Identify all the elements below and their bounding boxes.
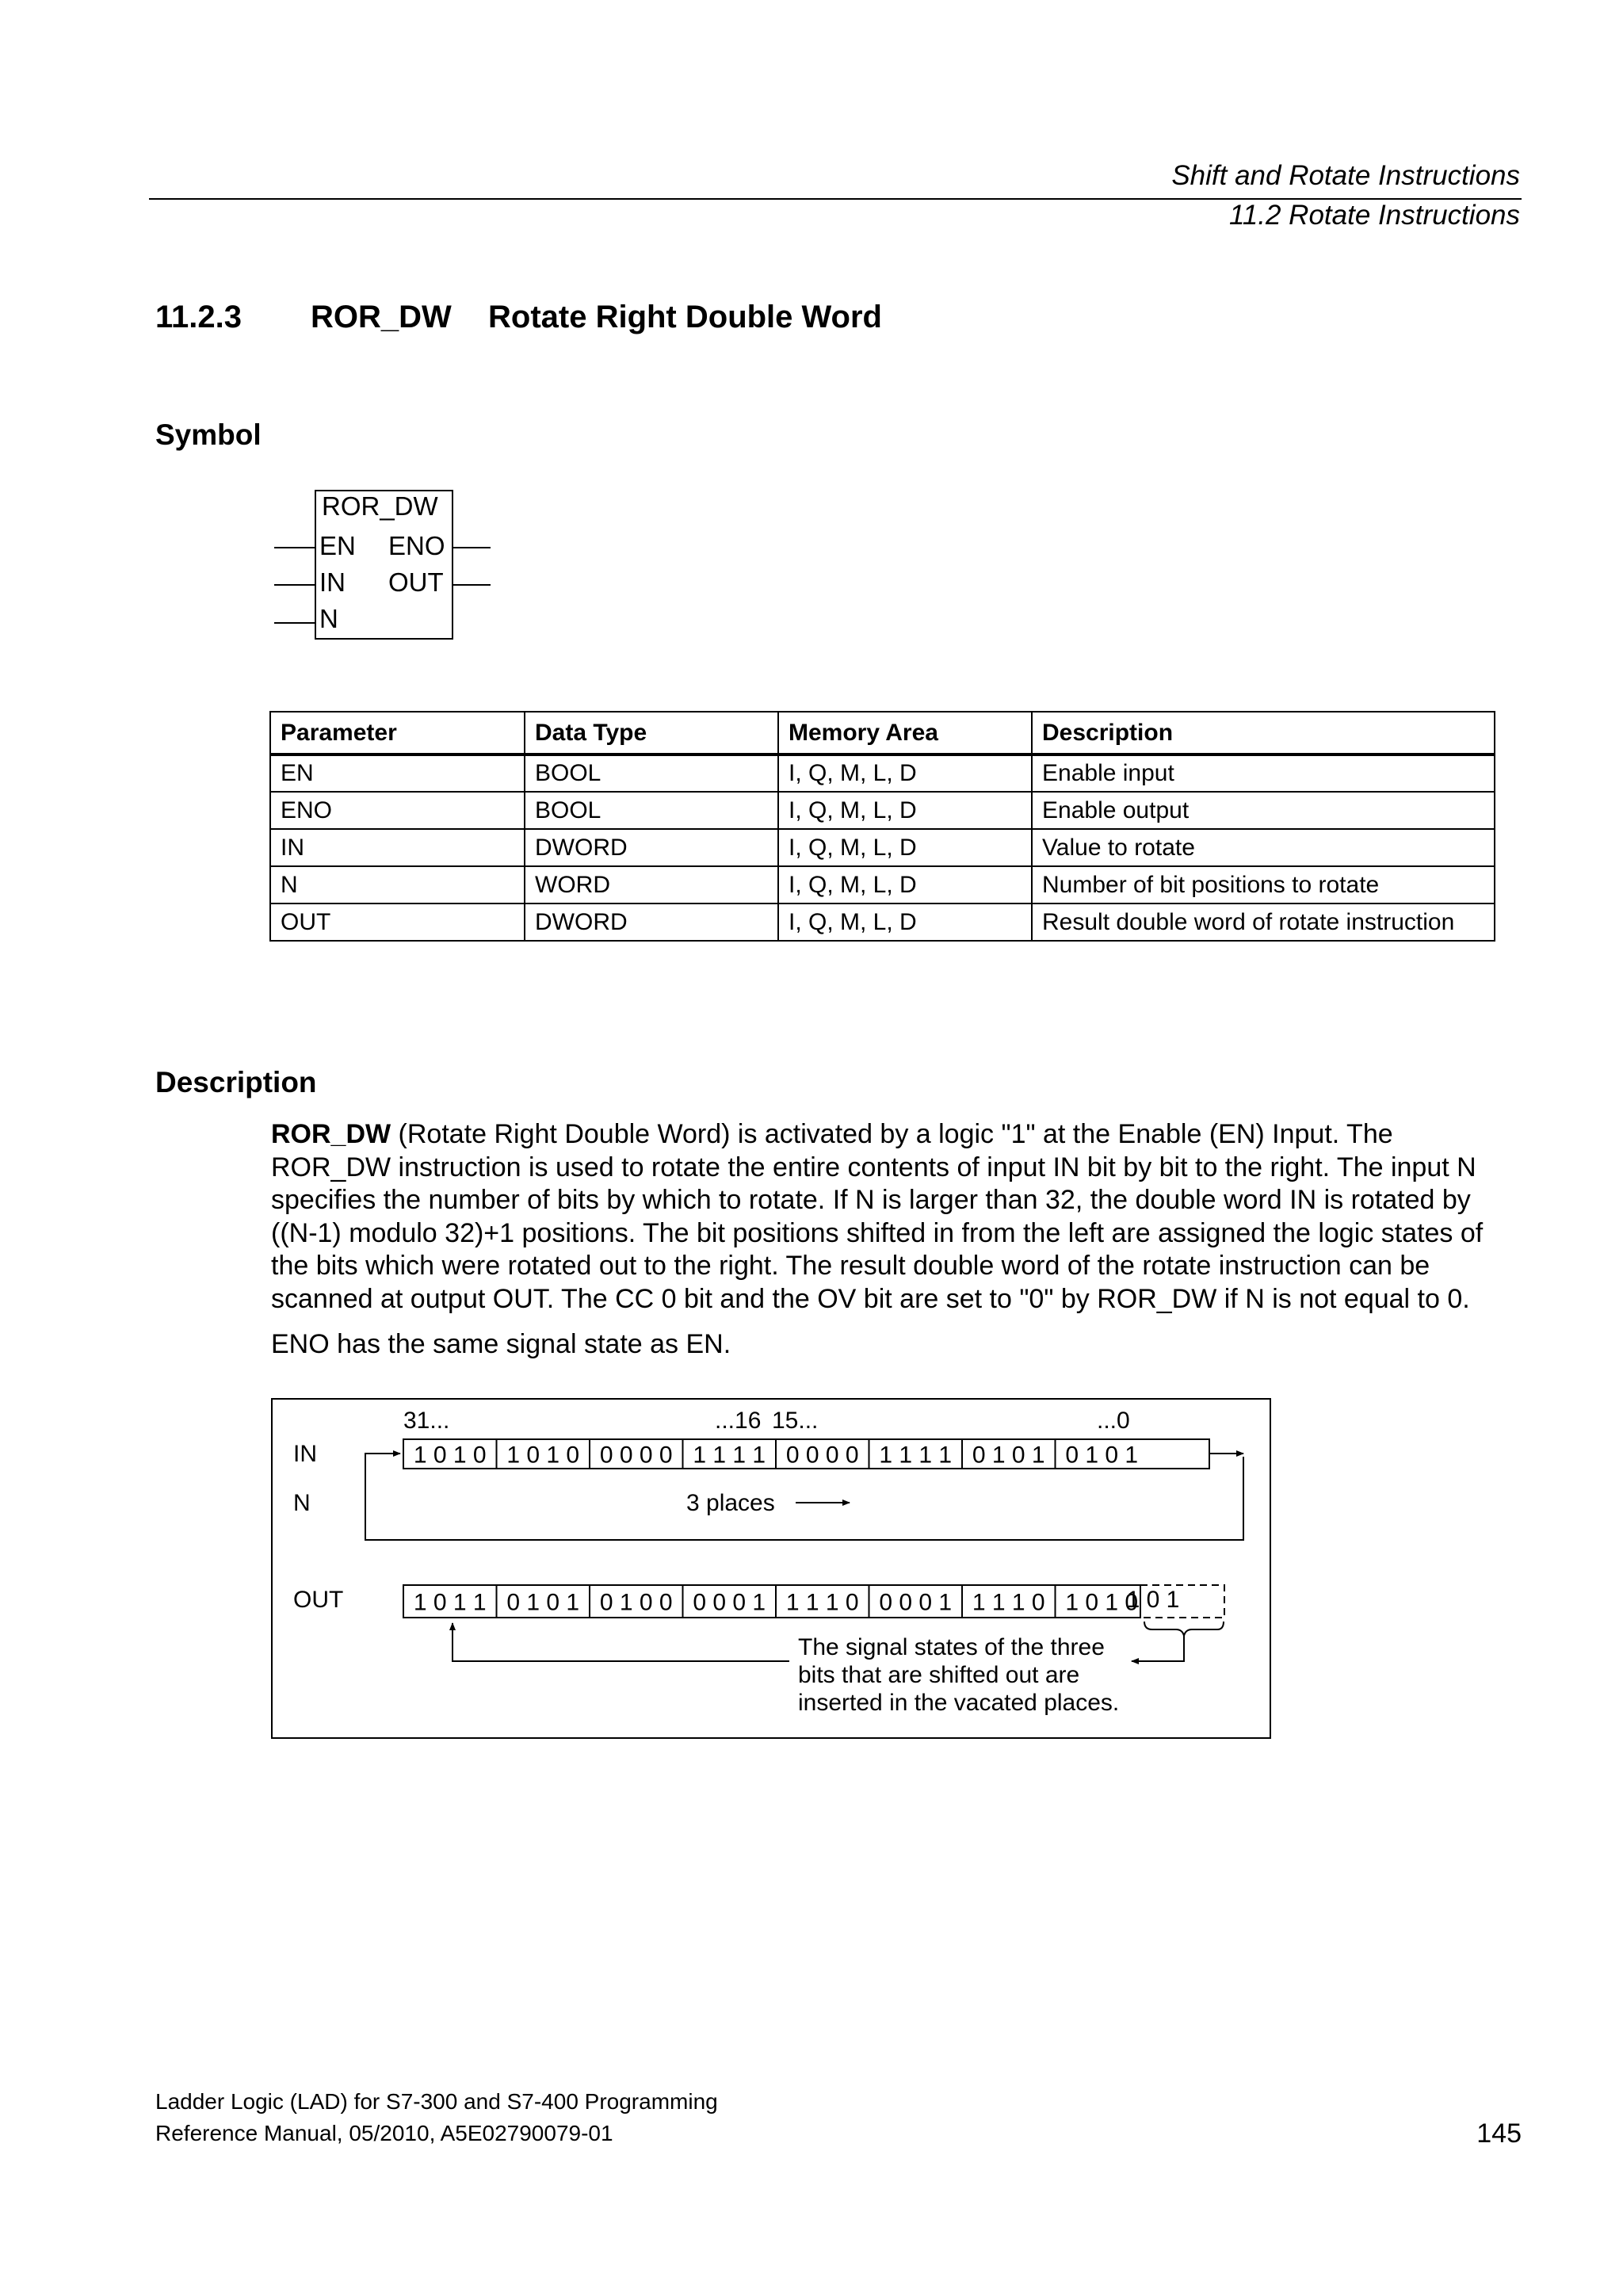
table-row <box>270 904 1495 941</box>
table-cell: I, Q, M, L, D <box>778 866 1032 904</box>
table-row <box>270 792 1495 829</box>
pin-en-label: EN <box>319 531 356 560</box>
bit-label-31: 31... <box>403 1408 450 1434</box>
out-register-nibble: 1 1 1 0 <box>972 1589 1045 1616</box>
pin-in-label: IN <box>319 567 346 597</box>
pin-in-line <box>274 584 315 586</box>
table-cell: I, Q, M, L, D <box>778 829 1032 866</box>
description-text: (Rotate Right Double Word) is activated by a logic "1" at the Enable (EN) Input. The ROR_DW instruction is used to rotate the entire contents of input IN bit by bit to the right. The input N specifies the number of bits by which to rotate. If N is larger than 32, the double word IN is rotated by ((N-1) modulo 32)+1 positions. The bit positions shifted in from the left are assigned the logic states of the bits which were rotated out to the right. The result double word of the rotate instruction can be scanned at output OUT. The CC 0 bit and the OV bit are set to "0" by ROR_DW if N is not equal to 0. <box>271 1119 1484 1314</box>
column-header: Description <box>1032 712 1495 755</box>
column-header: Data Type <box>525 712 778 755</box>
out-register-nibble: 0 0 0 1 <box>693 1589 766 1616</box>
table-cell: I, Q, M, L, D <box>778 792 1032 829</box>
column-header: Memory Area <box>778 712 1032 755</box>
row-label-in: IN <box>293 1441 317 1467</box>
bit-label-16: ...16 <box>715 1408 762 1434</box>
pin-eno-line <box>453 547 491 548</box>
pin-eno-label: ENO <box>388 531 445 560</box>
footer-manual-title: Ladder Logic (LAD) for S7-300 and S7-400 Programming <box>155 2089 718 2114</box>
table-header-row <box>270 712 1495 755</box>
section-number: 11.2.3 <box>155 300 242 334</box>
column-header: Parameter <box>270 712 525 755</box>
out-shifted-bits: 1 0 1 <box>1126 1587 1180 1613</box>
block-name: ROR_DW <box>322 491 438 521</box>
parameter-table <box>269 711 1495 942</box>
table-cell: I, Q, M, L, D <box>778 904 1032 941</box>
instruction-name-bold: ROR_DW <box>271 1119 391 1149</box>
table-cell: I, Q, M, L, D <box>778 755 1032 792</box>
pin-en-line <box>274 547 315 548</box>
description-heading: Description <box>155 1066 317 1098</box>
symbol-heading: Symbol <box>155 418 262 451</box>
places-label: 3 places <box>686 1490 775 1516</box>
table-cell: DWORD <box>525 829 778 866</box>
pin-n-label: N <box>319 604 338 633</box>
rotate-diagram-graphic <box>273 1400 1273 1740</box>
footer-manual-ref: Reference Manual, 05/2010, A5E02790079-01 <box>155 2121 613 2145</box>
bit-label-0: ...0 <box>1097 1408 1130 1434</box>
table-cell: ENO <box>270 792 525 829</box>
eno-paragraph: ENO has the same signal state as EN. <box>271 1329 731 1359</box>
in-register-nibble: 0 0 0 0 <box>785 1442 859 1469</box>
table-cell: EN <box>270 755 525 792</box>
table-cell: Enable output <box>1032 792 1495 829</box>
in-register-nibble: 1 0 1 0 <box>413 1442 487 1469</box>
table-cell: BOOL <box>525 755 778 792</box>
table-row <box>270 755 1495 792</box>
table-cell: DWORD <box>525 904 778 941</box>
table-cell: WORD <box>525 866 778 904</box>
pin-n-line <box>274 622 315 624</box>
table-cell: Value to rotate <box>1032 829 1495 866</box>
table-cell: Enable input <box>1032 755 1495 792</box>
in-register-nibble: 0 1 0 1 <box>972 1442 1045 1469</box>
brace-to-note-arrow <box>1132 1636 1184 1661</box>
page-number: 145 <box>1476 2118 1522 2149</box>
note-line-2: bits that are shifted out are <box>798 1662 1080 1688</box>
in-register-nibble: 1 0 1 0 <box>506 1442 580 1469</box>
table-cell: N <box>270 866 525 904</box>
row-label-out: OUT <box>293 1587 344 1613</box>
note-line-3: inserted in the vacated places. <box>798 1690 1120 1716</box>
in-register-nibble: 0 1 0 1 <box>1065 1442 1139 1469</box>
out-register-nibble: 0 0 0 1 <box>879 1589 953 1616</box>
section-code: ROR_DW <box>311 300 452 334</box>
section-name: Rotate Right Double Word <box>488 300 882 334</box>
in-register-nibble: 1 1 1 1 <box>693 1442 766 1469</box>
out-register-nibble: 1 0 1 0 <box>1065 1589 1139 1616</box>
bit-label-15: 15... <box>772 1408 819 1434</box>
table-row <box>270 829 1495 866</box>
row-label-n: N <box>293 1490 311 1516</box>
note-line-1: The signal states of the three <box>798 1634 1105 1660</box>
note-to-out-arrow <box>453 1623 789 1661</box>
shifted-bits-brace <box>1144 1622 1224 1636</box>
table-cell: BOOL <box>525 792 778 829</box>
running-header-section: 11.2 Rotate Instructions <box>1228 200 1520 231</box>
table-cell: IN <box>270 829 525 866</box>
table-row <box>270 866 1495 904</box>
out-register-nibble: 1 1 1 0 <box>785 1589 859 1616</box>
table-cell: Result double word of rotate instruction <box>1032 904 1495 941</box>
running-header-chapter: Shift and Rotate Instructions <box>1171 160 1520 191</box>
out-register-nibble: 0 1 0 1 <box>506 1589 580 1616</box>
description-paragraph <box>271 1118 1507 1316</box>
in-register-nibble: 1 1 1 1 <box>879 1442 953 1469</box>
rotate-diagram <box>271 1398 1271 1739</box>
section-title <box>155 300 882 335</box>
pin-out-label: OUT <box>388 567 444 597</box>
in-register-nibble: 0 0 0 0 <box>599 1442 673 1469</box>
out-register-nibble: 1 0 1 1 <box>413 1589 487 1616</box>
table-cell: OUT <box>270 904 525 941</box>
table-cell: Number of bit positions to rotate <box>1032 866 1495 904</box>
pin-out-line <box>453 584 491 586</box>
out-register-nibble: 0 1 0 0 <box>599 1589 673 1616</box>
